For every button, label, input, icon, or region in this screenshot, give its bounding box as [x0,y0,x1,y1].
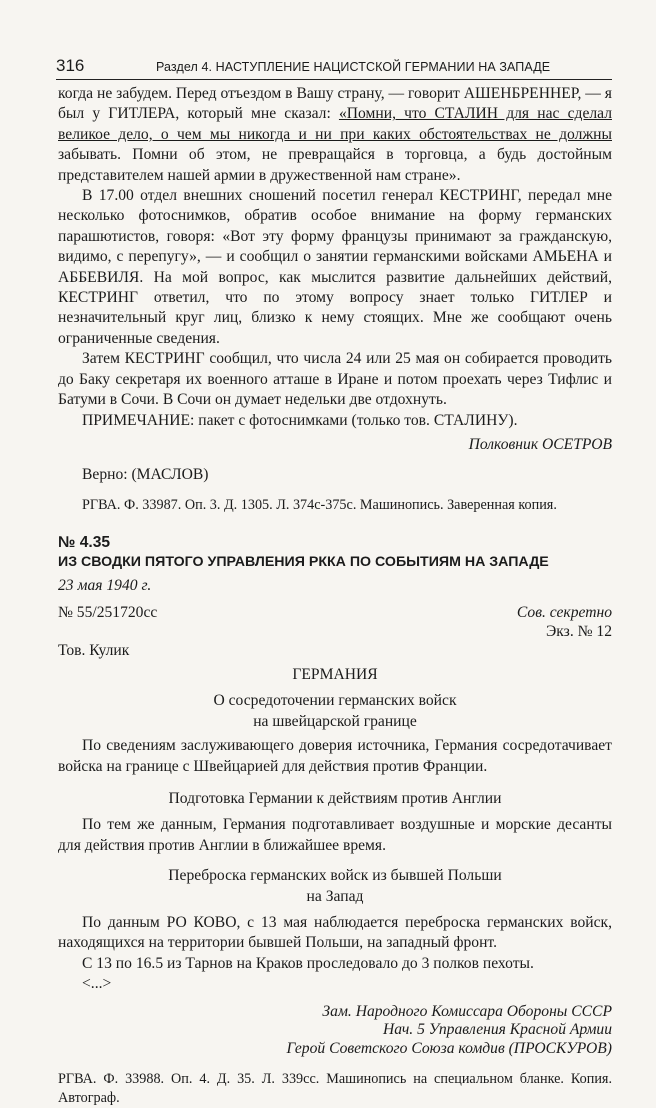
classification: Сов. секретно [516,603,612,621]
page-content [58,84,612,1108]
header-rule [56,79,612,80]
section-heading: Переброска германских войск из бывшей Польши на Запад [168,867,502,905]
paragraph-kestring-visit: В 17.00 отдел внешних сношений посетил генерал КЕСТРИНГ, передал мне несколько фотоснимков, обратив особое внимание на форму германских парашютистов, говоря: «Вот эту форму французы принимают за гражданскую, видимо, с перепугу», — и сообщил о занятии германскими войсками АМЬЕНА и АББЕВИЛЯ. На мой вопрос, как мыслится развитие дальнейших действий, КЕСТРИНГ ответил, что по этому вопросу знает только ГИТЛЕР и незначительный круг лиц, близко к нему стоящих. Мне же сообщают очень ограниченные сведения. [58,187,612,347]
archive-source: РГВА. Ф. 33987. Оп. 3. Д. 1305. Л. 374с-375с. Машинопись. Заверенная копия. [82,496,557,513]
document-date: 23 мая 1940 г. [58,577,152,595]
section-text: По данным РО КОВО, с 13 мая наблюдается переброска германских войск, находящихся на территории бывшей Польши, на западный фронт. [58,914,612,952]
section-heading: О сосредоточении германских войск на швейцарской границе [213,692,457,730]
paragraph-ashenbrenner: когда не забудем. Перед отъездом в Вашу страну, — говорит АШЕНБРЕННЕР, — я был у ГИТЛЕРА, который мне сказал: «Помни, что СТАЛИН для нас сделал великое дело, о чем мы никогда и ни при каких обстоятельствах не должны забывать. Помни об этом, не превращайся в торговца, а будь достойным представителем нашей армии в дружественной нам стране». [58,85,612,184]
addressee: Тов. Кулик [58,641,130,659]
section-text: По тем же данным, Германия подготавливает воздушные и морские десанты для действия против Англии в ближайшее время. [58,816,612,854]
document-title: ИЗ СВОДКИ ПЯТОГО УПРАВЛЕНИЯ РККА ПО СОБЫТИЯМ НА ЗАПАДЕ [58,554,549,571]
underlined-quote: «Помни, что СТАЛИН для нас сделал великое дело, о чем мы никогда и ни при каких обстоятельствах не должны [58,105,612,143]
registration-number: № 55/251720сс [58,603,158,621]
running-title: Раздел 4. НАСТУПЛЕНИЕ НАЦИСТСКОЙ ГЕРМАНИИ НА ЗАПАДЕ [156,60,551,74]
signature-block: Зам. Народного Комиссара Обороны СССР Нач. 5 Управления Красной Армии Герой Советского Союза комдив (ПРОСКУРОВ) [286,1002,612,1057]
section-text: По сведениям заслуживающего доверия источника, Германия сосредотачивает войска на границе с Швейцарией для действия против Франции. [58,737,612,775]
signature-osetrov: Полковник ОСЕТРОВ [468,435,612,453]
page-number: 316 [56,56,85,75]
document-number: № 4.35 [58,533,111,551]
copy-number: Экз. № 12 [546,622,612,640]
archive-source: РГВА. Ф. 33988. Оп. 4. Д. 35. Л. 339сс. Машинопись на специальном бланке. Копия. Автограф. [58,1071,612,1107]
paragraph-kestring-trip: Затем КЕСТРИНГ сообщил, что числа 24 или 25 мая он собирается проводить до Баку секретаря их военного атташе в Иране и потом проехать через Тифлис и Батуми в Сочи. В Сочи он думает недельки две отдохнуть. [58,350,612,409]
verified-line: Верно: (МАСЛОВ) [82,466,209,484]
note: ПРИМЕЧАНИЕ: пакет с фотоснимками (только тов. СТАЛИНУ). [82,411,518,429]
country-heading: ГЕРМАНИЯ [292,665,378,683]
ellipsis: <...> [82,975,112,993]
classification-block [517,603,612,641]
section-text: С 13 по 16.5 из Тарнов на Краков проследовало до 3 полков пехоты. [82,954,534,972]
registration-row [58,603,612,641]
section-heading: Подготовка Германии к действиям против Англии [168,789,502,807]
